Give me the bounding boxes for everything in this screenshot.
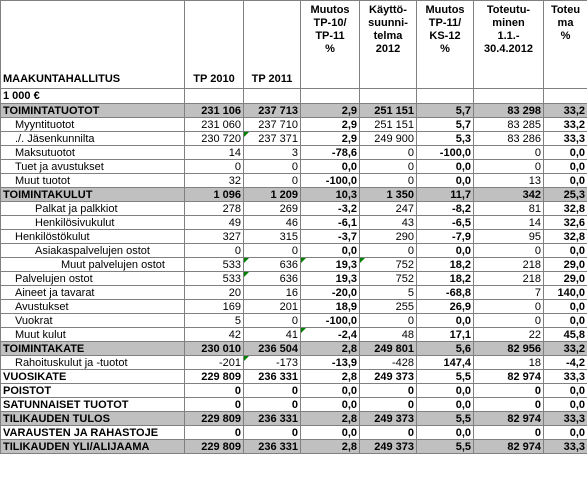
cell-tp2011: -173: [244, 356, 301, 370]
cell-muutos1: -20,0: [301, 286, 360, 300]
cell-tp2011: 236 331: [244, 412, 301, 426]
cell-ks2012: 249 373: [360, 412, 417, 426]
table-row: [1, 216, 587, 230]
cell-muutos1: -100,0: [301, 314, 360, 328]
cell-tp2010: 229 809: [185, 440, 244, 454]
column-header-line: minen: [492, 17, 525, 29]
cell-tot: 22: [474, 328, 544, 342]
cell-totpct: 0,0: [544, 244, 587, 258]
row-label: Maksutuotot: [1, 146, 185, 160]
table-row: [1, 314, 587, 328]
cell-tp2011: 237 713: [244, 104, 301, 118]
cell-tp2011: 0: [244, 398, 301, 412]
table-row: [1, 300, 587, 314]
row-label: TILIKAUDEN YLI/ALIJAAMA: [1, 440, 185, 454]
cell-tp2011: 237 710: [244, 118, 301, 132]
cell-muutos2: 5,5: [417, 440, 474, 454]
cell-tot: 0: [474, 300, 544, 314]
table-row: [1, 440, 587, 454]
table-row: [1, 426, 587, 440]
cell-totpct: 32,6: [544, 216, 587, 230]
cell-tp2011: 0: [244, 244, 301, 258]
cell-muutos2: 26,9: [417, 300, 474, 314]
cell-muutos1: -78,6: [301, 146, 360, 160]
cell-ks2012: 247: [360, 202, 417, 216]
cell-tot: 0: [474, 146, 544, 160]
cell-tp2011: 236 331: [244, 370, 301, 384]
cell-totpct: 33,2: [544, 118, 587, 132]
cell-ks2012: 251 151: [360, 104, 417, 118]
row-label: Myyntituotot: [1, 118, 185, 132]
unit-cell: [244, 89, 301, 104]
cell-tot: 82 956: [474, 342, 544, 356]
cell-muutos1: -2,4: [301, 328, 360, 342]
unit-cell: [185, 89, 244, 104]
table-row: [1, 244, 587, 258]
cell-tp2011: 636: [244, 272, 301, 286]
cell-tp2011: 236 331: [244, 440, 301, 454]
cell-tp2010: 0: [185, 398, 244, 412]
cell-muutos2: 5,6: [417, 342, 474, 356]
cell-totpct: 33,2: [544, 104, 587, 118]
cell-tot: 14: [474, 216, 544, 230]
table-row: [1, 398, 587, 412]
row-label: Avustukset: [1, 300, 185, 314]
table-row: [1, 146, 587, 160]
cell-tot: 0: [474, 244, 544, 258]
cell-muutos2: 17,1: [417, 328, 474, 342]
table-row: [1, 118, 587, 132]
cell-tp2010: 231 060: [185, 118, 244, 132]
cell-tp2011: 0: [244, 174, 301, 188]
cell-muutos1: 0,0: [301, 384, 360, 398]
table-row: [1, 272, 587, 286]
cell-tot: 82 974: [474, 370, 544, 384]
cell-totpct: 0,0: [544, 398, 587, 412]
row-label: VARAUSTEN JA RAHASTOJE: [1, 426, 185, 440]
cell-totpct: 29,0: [544, 272, 587, 286]
column-header-line: TP-11: [315, 30, 345, 42]
column-header-line: %: [440, 43, 450, 55]
cell-ks2012: 0: [360, 384, 417, 398]
cell-ks2012: 0: [360, 314, 417, 328]
cell-totpct: 32,8: [544, 202, 587, 216]
cell-tp2011: 0: [244, 314, 301, 328]
cell-totpct: 45,8: [544, 328, 587, 342]
cell-muutos2: 0,0: [417, 314, 474, 328]
cell-tp2010: 32: [185, 174, 244, 188]
row-label: Muut palvelujen ostot: [1, 258, 185, 272]
row-label: ./. Jäsenkunnilta: [1, 132, 185, 146]
cell-ks2012: 752: [360, 258, 417, 272]
unit-row: [1, 89, 587, 104]
cell-muutos2: 0,0: [417, 174, 474, 188]
cell-muutos1: 2,8: [301, 412, 360, 426]
table-row: [1, 370, 587, 384]
column-header-line: Toteutu-: [486, 4, 531, 16]
header-row: [1, 1, 587, 89]
cell-tp2010: 0: [185, 160, 244, 174]
cell-muutos2: 147,4: [417, 356, 474, 370]
cell-tp2011: 636: [244, 258, 301, 272]
cell-totpct: 33,3: [544, 412, 587, 426]
cell-muutos2: -100,0: [417, 146, 474, 160]
cell-tp2010: 0: [185, 426, 244, 440]
cell-tp2011: 236 504: [244, 342, 301, 356]
table-row: [1, 342, 587, 356]
table-row: [1, 104, 587, 118]
row-label: Palkat ja palkkiot: [1, 202, 185, 216]
cell-muutos2: 0,0: [417, 160, 474, 174]
row-label: TOIMINTAKATE: [1, 342, 185, 356]
cell-tp2010: -201: [185, 356, 244, 370]
cell-tp2010: 169: [185, 300, 244, 314]
cell-muutos2: 11,7: [417, 188, 474, 202]
cell-ks2012: 43: [360, 216, 417, 230]
row-label: Henkilöstökulut: [1, 230, 185, 244]
row-label: TOIMINTATUOTOT: [1, 104, 185, 118]
cell-tp2011: 0: [244, 384, 301, 398]
cell-muutos2: 18,2: [417, 272, 474, 286]
cell-tot: 18: [474, 356, 544, 370]
row-label: TILIKAUDEN TULOS: [1, 412, 185, 426]
cell-totpct: -4,2: [544, 356, 587, 370]
cell-tp2010: 229 809: [185, 370, 244, 384]
table-row: [1, 384, 587, 398]
cell-ks2012: 5: [360, 286, 417, 300]
column-header-line: ma: [557, 17, 574, 29]
cell-muutos1: 0,0: [301, 398, 360, 412]
column-header-tp2010: [185, 1, 244, 89]
row-label: POISTOT: [1, 384, 185, 398]
cell-ks2012: 0: [360, 426, 417, 440]
cell-tp2011: 237 371: [244, 132, 301, 146]
cell-totpct: 0,0: [544, 314, 587, 328]
cell-tp2011: 1 209: [244, 188, 301, 202]
cell-totpct: 25,3: [544, 188, 587, 202]
cell-muutos1: 0,0: [301, 244, 360, 258]
cell-muutos2: 18,2: [417, 258, 474, 272]
cell-tp2010: 49: [185, 216, 244, 230]
cell-muutos1: 2,8: [301, 370, 360, 384]
cell-ks2012: 0: [360, 174, 417, 188]
cell-tp2010: 327: [185, 230, 244, 244]
cell-ks2012: 290: [360, 230, 417, 244]
column-header-line: Muutos: [425, 4, 465, 16]
cell-muutos1: -6,1: [301, 216, 360, 230]
table-row: [1, 202, 587, 216]
cell-ks2012: 249 373: [360, 370, 417, 384]
column-header-line: %: [325, 43, 335, 55]
cell-muutos2: -68,8: [417, 286, 474, 300]
cell-muutos2: 0,0: [417, 244, 474, 258]
cell-muutos1: 19,3: [301, 272, 360, 286]
cell-tot: 81: [474, 202, 544, 216]
cell-tp2011: 201: [244, 300, 301, 314]
row-label: Vuokrat: [1, 314, 185, 328]
cell-totpct: 140,0: [544, 286, 587, 300]
cell-tp2011: 0: [244, 426, 301, 440]
table-row: [1, 132, 587, 146]
table-row: [1, 230, 587, 244]
cell-tp2010: 1 096: [185, 188, 244, 202]
cell-tot: 0: [474, 160, 544, 174]
cell-ks2012: 249 801: [360, 342, 417, 356]
cell-muutos1: 2,9: [301, 132, 360, 146]
cell-tot: 342: [474, 188, 544, 202]
row-label: Rahoituskulut ja -tuotot: [1, 356, 185, 370]
cell-tp2010: 20: [185, 286, 244, 300]
cell-muutos1: 2,8: [301, 342, 360, 356]
cell-tot: 82 974: [474, 412, 544, 426]
cell-tp2010: 533: [185, 272, 244, 286]
row-label: Tuet ja avustukset: [1, 160, 185, 174]
cell-tp2010: 231 106: [185, 104, 244, 118]
cell-tp2010: 0: [185, 384, 244, 398]
table-row: [1, 188, 587, 202]
cell-tp2011: 3: [244, 146, 301, 160]
cell-muutos1: 0,0: [301, 160, 360, 174]
cell-ks2012: 1 350: [360, 188, 417, 202]
cell-muutos1: -3,2: [301, 202, 360, 216]
cell-tp2010: 14: [185, 146, 244, 160]
cell-totpct: 0,0: [544, 146, 587, 160]
cell-ks2012: 0: [360, 160, 417, 174]
column-header-line: telma: [373, 30, 403, 42]
column-header-line: Toteu: [550, 4, 581, 16]
column-header-tp2011: [244, 1, 301, 89]
cell-muutos1: 0,0: [301, 426, 360, 440]
table-row: [1, 356, 587, 370]
row-label: Henkilösivukulut: [1, 216, 185, 230]
cell-tp2010: 230 720: [185, 132, 244, 146]
row-label: Aineet ja tavarat: [1, 286, 185, 300]
cell-muutos2: 5,5: [417, 370, 474, 384]
column-header-line: 2012: [375, 43, 401, 55]
cell-muutos2: 5,7: [417, 118, 474, 132]
unit-label: 1 000 €: [1, 89, 185, 104]
cell-muutos2: -7,9: [417, 230, 474, 244]
cell-tp2011: 46: [244, 216, 301, 230]
cell-tot: 0: [474, 398, 544, 412]
cell-totpct: 0,0: [544, 160, 587, 174]
cell-ks2012: -428: [360, 356, 417, 370]
cell-tp2011: 269: [244, 202, 301, 216]
cell-tp2010: 229 809: [185, 412, 244, 426]
cell-muutos1: 18,9: [301, 300, 360, 314]
table-title: MAAKUNTAHALLITUS: [1, 1, 185, 89]
cell-tot: 218: [474, 258, 544, 272]
cell-muutos1: 2,9: [301, 104, 360, 118]
cell-totpct: 33,2: [544, 342, 587, 356]
row-label: Asiakaspalvelujen ostot: [1, 244, 185, 258]
row-label: VUOSIKATE: [1, 370, 185, 384]
cell-totpct: 29,0: [544, 258, 587, 272]
row-label: SATUNNAISET TUOTOT: [1, 398, 185, 412]
cell-tp2010: 0: [185, 244, 244, 258]
cell-muutos2: 5,7: [417, 104, 474, 118]
cell-tot: 83 286: [474, 132, 544, 146]
cell-muutos1: -13,9: [301, 356, 360, 370]
cell-ks2012: 249 373: [360, 440, 417, 454]
table-row: [1, 160, 587, 174]
cell-tot: 83 298: [474, 104, 544, 118]
table-row: [1, 412, 587, 426]
column-header-line: KS-12: [429, 30, 461, 42]
cell-tot: 13: [474, 174, 544, 188]
column-header-ks2012: [360, 1, 417, 89]
cell-muutos2: -8,2: [417, 202, 474, 216]
cell-tp2010: 278: [185, 202, 244, 216]
cell-tp2011: 0: [244, 160, 301, 174]
column-header-line: TP 2010: [193, 73, 235, 85]
cell-ks2012: 255: [360, 300, 417, 314]
unit-cell: [360, 89, 417, 104]
cell-totpct: 33,3: [544, 440, 587, 454]
cell-tp2010: 533: [185, 258, 244, 272]
cell-muutos1: -3,7: [301, 230, 360, 244]
cell-tot: 0: [474, 426, 544, 440]
row-label: Muut kulut: [1, 328, 185, 342]
cell-totpct: 33,3: [544, 132, 587, 146]
cell-muutos2: 0,0: [417, 384, 474, 398]
table-row: [1, 286, 587, 300]
column-header-tot: [474, 1, 544, 89]
table-row: [1, 328, 587, 342]
cell-muutos2: 0,0: [417, 398, 474, 412]
row-label: TOIMINTAKULUT: [1, 188, 185, 202]
cell-totpct: 0,0: [544, 300, 587, 314]
cell-muutos2: 0,0: [417, 426, 474, 440]
cell-tot: 0: [474, 384, 544, 398]
cell-ks2012: 752: [360, 272, 417, 286]
unit-cell: [474, 89, 544, 104]
cell-ks2012: 48: [360, 328, 417, 342]
cell-ks2012: 0: [360, 146, 417, 160]
cell-tp2010: 5: [185, 314, 244, 328]
cell-tot: 95: [474, 230, 544, 244]
cell-totpct: 33,3: [544, 370, 587, 384]
cell-muutos1: 2,9: [301, 118, 360, 132]
cell-totpct: 0,0: [544, 426, 587, 440]
cell-totpct: 32,8: [544, 230, 587, 244]
column-header-line: %: [560, 30, 571, 42]
column-header-line: Muutos: [310, 4, 350, 16]
table-row: [1, 258, 587, 272]
cell-muutos1: 2,8: [301, 440, 360, 454]
column-header-line: Käyttö-: [369, 4, 407, 16]
column-header-line: 30.4.2012: [484, 43, 533, 55]
cell-muutos1: 19,3: [301, 258, 360, 272]
cell-tp2011: 16: [244, 286, 301, 300]
cell-ks2012: 251 151: [360, 118, 417, 132]
column-header-line: TP-11/: [428, 17, 462, 29]
cell-muutos2: -6,5: [417, 216, 474, 230]
unit-cell: [544, 89, 587, 104]
cell-tot: 0: [474, 314, 544, 328]
cell-tot: 218: [474, 272, 544, 286]
unit-cell: [417, 89, 474, 104]
column-header-muutos1: [301, 1, 360, 89]
column-header-line: 1.1.-: [497, 30, 520, 42]
cell-muutos2: 5,5: [417, 412, 474, 426]
column-header-line: suunni-: [368, 17, 408, 29]
cell-muutos1: -100,0: [301, 174, 360, 188]
cell-ks2012: 0: [360, 244, 417, 258]
cell-tot: 83 285: [474, 118, 544, 132]
unit-cell: [301, 89, 360, 104]
column-header-totpct: [544, 1, 587, 89]
cell-totpct: 0,0: [544, 174, 587, 188]
column-header-muutos2: [417, 1, 474, 89]
cell-tot: 7: [474, 286, 544, 300]
cell-muutos1: 10,3: [301, 188, 360, 202]
cell-tp2010: 42: [185, 328, 244, 342]
cell-tot: 82 974: [474, 440, 544, 454]
cell-ks2012: 0: [360, 398, 417, 412]
cell-tp2011: 41: [244, 328, 301, 342]
column-header-line: TP-10/: [313, 17, 347, 29]
cell-tp2011: 315: [244, 230, 301, 244]
column-header-line: TP 2011: [251, 73, 293, 85]
cell-muutos2: 5,3: [417, 132, 474, 146]
row-label: Muut tuotot: [1, 174, 185, 188]
cell-ks2012: 249 900: [360, 132, 417, 146]
cell-totpct: 0,0: [544, 384, 587, 398]
table-row: [1, 174, 587, 188]
cell-tp2010: 230 010: [185, 342, 244, 356]
row-label: Palvelujen ostot: [1, 272, 185, 286]
